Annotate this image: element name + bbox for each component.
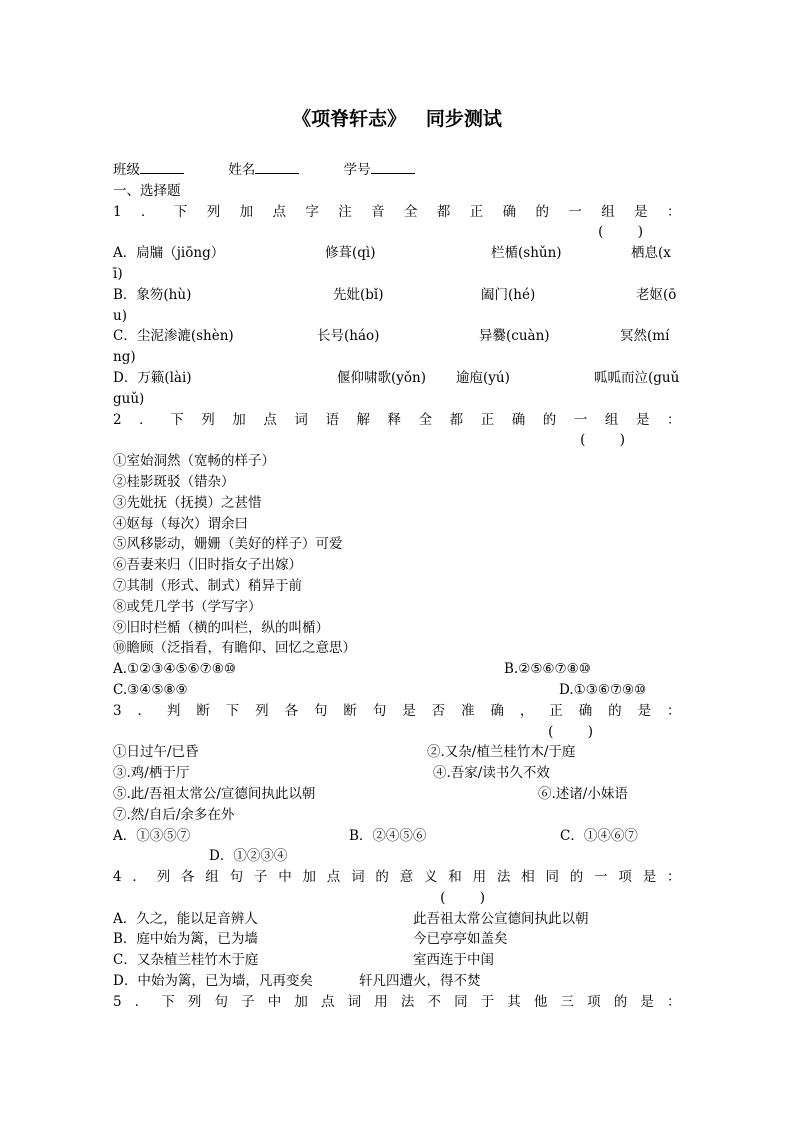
question-1-option-c: C．尘泥渗漉(shèn) 长号(háo) 异爨(cuàn) 冥然(mí — [113, 328, 670, 345]
question-4-row: A．久之，能以足音辨人 此吾祖太常公宣德间执此以朝 — [113, 910, 589, 927]
question-2-stem: 2．下列加点词语解释全都正确的一组是： — [113, 411, 681, 428]
question-4-row: B．庭中始为篱，已为墙 今已亭亭如盖矣 — [113, 931, 508, 948]
question-2-answer-paren: ( ) — [580, 432, 625, 449]
document-body — [113, 158, 681, 1013]
question-5-stem: 5．下列句子中加点词用法不同于其他三项的是： — [113, 993, 681, 1010]
list-item: ②桂影斑驳（错杂） — [113, 473, 235, 490]
question-3-options-abc: A．①③⑤⑦ B．②④⑤⑥ C．①④⑥⑦ — [113, 827, 638, 844]
question-1-option-d: D．万籁(lài) 偃仰啸歌(yǒn) 逾庖(yú) 呱呱而泣(guǔ — [113, 369, 680, 386]
name-blank — [255, 160, 299, 174]
question-1-option-b-wrap: u) — [113, 307, 127, 324]
question-3-answer-paren: ( ) — [548, 723, 593, 740]
list-item: ⑨旧时栏楯（横的叫栏，纵的叫楯） — [113, 619, 329, 636]
class-label: 班级 — [113, 162, 140, 178]
question-4-answer-paren: ( ) — [440, 889, 485, 906]
question-1-option-b: B．象笏(hù) 先妣(bǐ) 阖门(hé) 老妪(ō — [113, 286, 677, 303]
number-blank — [371, 160, 415, 174]
page-title: 《项脊轩志》 同步测试 — [292, 108, 502, 130]
list-item: ①室始洞然（宽畅的样子） — [113, 453, 275, 470]
name-label: 姓名 — [228, 162, 256, 178]
question-1-option-c-wrap: ng) — [113, 349, 136, 366]
class-blank — [140, 160, 184, 174]
question-3-items-row: ⑤.此/吾祖太常公/宣德间执此以朝 ⑥.述诸/小妹语 — [113, 785, 628, 802]
question-2-items — [113, 451, 681, 659]
question-1-option-a-wrap: ī) — [113, 265, 123, 282]
number-label: 学号 — [343, 162, 371, 178]
list-item: ③先妣抚（抚摸）之甚惜 — [113, 494, 262, 511]
question-4-stem: 4．列各组句子中加点词的意义和用法相同的一项是： — [113, 869, 681, 886]
question-4-row: C．又杂植兰桂竹木于庭 室西连于中闺 — [113, 952, 494, 969]
question-1-answer-paren: ( ) — [598, 224, 643, 241]
section-heading: 一、选择题 — [113, 182, 181, 199]
question-3-stem: 3．判断下列各句断句是否准确，正确的是： — [113, 702, 681, 719]
question-3-option-d: D．①②③④ — [209, 848, 288, 865]
list-item: ⑦其制（形式、制式）稍异于前 — [113, 577, 302, 594]
question-4-row: D．中始为篱，已为墙，凡再变矣 轩凡四遭火，得不焚 — [113, 973, 481, 990]
question-1-option-a: A．扃牖（jiōng） 修葺(qì) 栏楯(shǔn) 栖息(x — [113, 245, 671, 262]
list-item: ⑥吾妻来归（旧时指女子出嫁） — [113, 557, 302, 574]
question-1-option-d-wrap: guǔ) — [113, 390, 145, 407]
question-3-items-row: ①日过午/已昏 ②.又杂/植兰桂竹木/于庭 — [113, 744, 576, 761]
list-item: ⑧或凭几学书（学写字） — [113, 598, 262, 615]
list-item: ⑤风移影动，姗姗（美好的样子）可爱 — [113, 536, 343, 553]
student-info-row — [113, 160, 681, 181]
question-2-options-ab: A.①②③④⑤⑥⑦⑧⑩ B.②⑤⑥⑦⑧⑩ — [113, 661, 591, 678]
question-3-items-row: ③.鸡/栖于厅 ④.吾家/读书久不效 — [113, 765, 550, 782]
list-item: ④妪每（每次）谓余曰 — [113, 515, 248, 532]
question-3-items-row: ⑦.然/自后/余多在外 — [113, 806, 235, 823]
list-item: ⑩瞻顾（泛指看，有瞻仰、回忆之意思） — [113, 640, 356, 657]
question-1-stem: 1．下列加点字注音全都正确的一组是： — [113, 203, 681, 220]
question-2-options-cd: C.③④⑤⑧⑨ D.①③⑥⑦⑨⑩ — [113, 681, 647, 698]
